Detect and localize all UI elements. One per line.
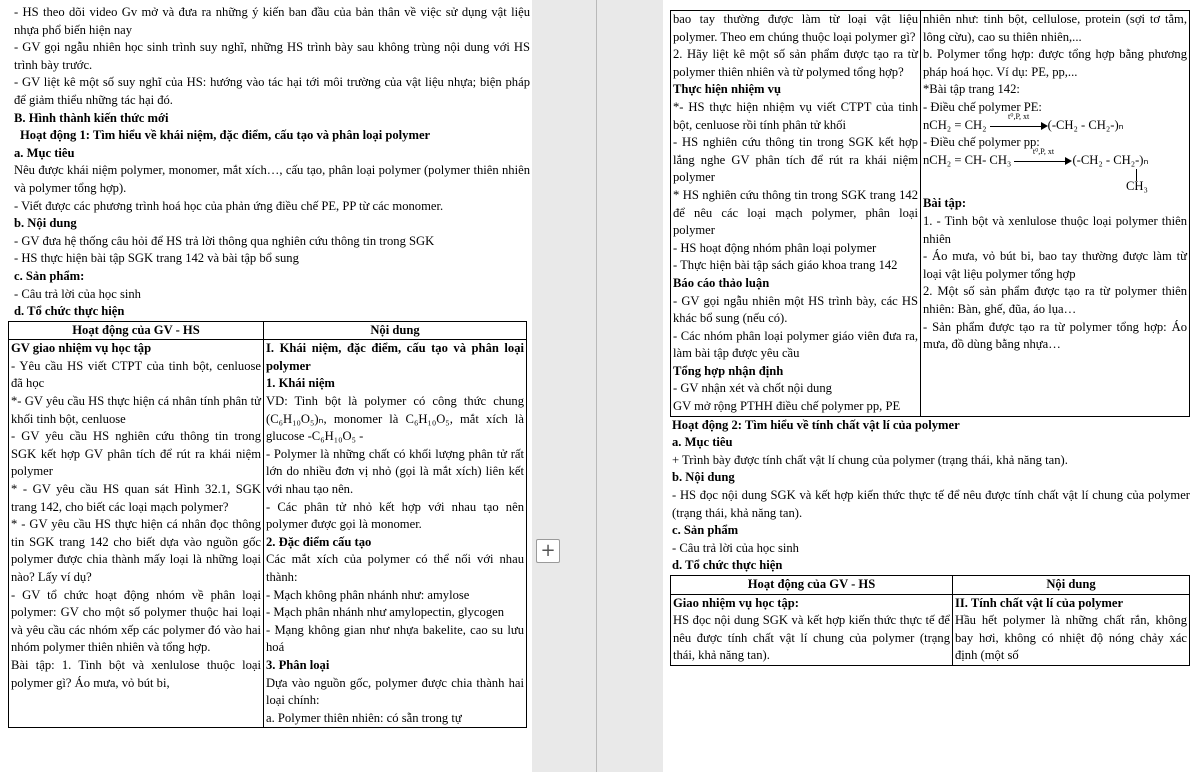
summary-line: GV mở rộng PTHH điều chế polymer pp, PE (673, 399, 901, 414)
table-header-activity: Hoạt động của GV - HS (9, 321, 264, 340)
summary-lines (673, 380, 918, 415)
objective-line: Nêu được khái niệm polymer, monomer, mắt xích…, cấu tạo, phân loại polymer (polymer thiên nhiên và polymer tổng hợp). (14, 163, 530, 195)
objective-line-2: + Trình bày được tính chất vật lí chung của polymer (trạng thái, khả năng tan). (672, 452, 1068, 467)
classification-continued (923, 11, 1187, 117)
classification-lines (266, 675, 524, 728)
structure-line: Các mắt xích của polymer có thể nối với nhau thành: (266, 552, 524, 584)
question-line: 2. Hãy liệt kê một số sản phẩm được tạo ra từ polymer thiên nhiên và từ polymed tổng hợp? (673, 47, 918, 79)
classification-line: *Bài tập trang 142: (923, 82, 1020, 97)
activity2-cell (671, 594, 953, 665)
classification-line: a. Polymer thiên nhiên: có sẵn trong tự (266, 710, 462, 725)
classification-line: nhiên như: tinh bột, cellulose, protein (sợi tơ tằm, lông cừu), cao su thiên nhiên,... (923, 12, 1187, 44)
objective-heading: a. Mục tiêu (14, 145, 75, 160)
table-header-content: Nội dung (264, 321, 527, 340)
classification-line: - Điều chế polymer PE: (923, 99, 1042, 114)
pp-branch (923, 169, 1187, 195)
question-line: bao tay thường được làm từ loại vật liệu polymer. Theo em chúng thuộc loại polymer gì? (673, 12, 918, 44)
intro-paragraph: - HS theo dõi video Gv mở và đưa ra những ý kiến ban đầu của bản thân về việc sử dụng vật liệu nhựa phổ biến hiện nay (14, 5, 530, 37)
report-lines (673, 293, 918, 363)
activity-2-table (670, 575, 1190, 666)
concept-subtitle: 1. Khái niệm (266, 376, 335, 391)
activity-1-table (8, 321, 527, 729)
content-heading: b. Nội dung (14, 216, 77, 231)
task2-title: Giao nhiệm vụ học tập: (673, 595, 799, 610)
activity-lines (11, 358, 261, 692)
organization-heading: d. Tổ chức thực hiện (14, 304, 125, 319)
task-assign-title: GV giao nhiệm vụ học tập (11, 341, 152, 356)
table2-header-content: Nội dung (953, 576, 1190, 595)
concept-line: - Các phân tử nhỏ kết hợp với nhau tạo nên polymer được gọi là monomer. (266, 499, 524, 532)
content-line: - GV đưa hệ thống câu hỏi để HS trả lời thông qua nghiên cứu thông tin trong SGK (14, 233, 435, 248)
answer-line: 1. - Tinh bột và xenlulose thuộc loại polymer thiên nhiên (923, 213, 1187, 246)
perform-line: *- HS thực hiện nhiệm vụ viết CTPT của tinh bột, cenluose rồi tính phân tử khối (673, 99, 918, 132)
perform-task-title: Thực hiện nhiệm vụ (673, 82, 781, 97)
activity-line: Bài tập: 1. Tinh bột và xenlulose thuộc loại polymer gì? Áo mưa, vỏ bút bi, (11, 657, 261, 690)
exercise-questions (673, 11, 918, 81)
reaction-arrow: t⁰,P, xt (1014, 156, 1072, 166)
product-heading-2: c. Sản phẩm (672, 523, 739, 538)
activity-1-title: Hoạt động 1: Tìm hiểu về khái niệm, đặc điểm, cấu tạo và phân loại polymer (20, 128, 431, 143)
content-cell (264, 340, 527, 728)
left-document-page (0, 0, 532, 772)
pp-label: - Điều chế polymer pp: (923, 135, 1040, 150)
activity-line: - GV tổ chức hoạt động nhóm về phân loại polymer: GV cho một số polymer thuộc hai loại và yêu cầu các nhóm xếp các polymer đó vào hai nhóm polymer thiên nhiên và tổng hợp. (11, 587, 261, 655)
activity-cell (9, 340, 264, 728)
table2-header-activity: Hoạt động của GV - HS (671, 576, 953, 595)
summary-title: Tổng hợp nhận định (673, 363, 784, 378)
content-line-2: - HS đọc nội dung SGK và kết hợp kiến thức thực tế để nêu được tính chất vật lí chung của polymer (trạng thái, khả năng tan). (672, 488, 1190, 520)
report-title: Báo cáo thảo luận (673, 275, 770, 290)
intro-paragraph: - GV gọi ngẫu nhiên học sinh trình suy nghĩ, những HS trình bày sau không trùng nội dung với HS trình bày trước. (14, 40, 530, 72)
right-document-page (663, 0, 1192, 772)
report-line: - GV gọi ngẫu nhiên một HS trình bày, các HS khác bổ sung (nếu có). (673, 293, 918, 326)
activity-line: *- GV yêu cầu HS thực hiện cá nhân tính phân tử khối tinh bột, cenluose (11, 394, 261, 426)
product-lines-2 (663, 540, 1192, 558)
intro-paragraph: - GV liệt kê một số suy nghĩ của HS: hướng vào tác hại tới môi trường của vật liệu nhựa; biện pháp để giảm thiểu những tác hại đó. (14, 75, 530, 107)
page-gap-divider (596, 0, 597, 772)
concept-line: - Polymer là những chất có khối lượng phân tử rất lớn do nhiều đơn vị nhỏ (gọi là mắt xích) liên kết với nhau tạo nên. (266, 446, 524, 497)
concept-section-title: I. Khái niệm, đặc điểm, cấu tạo và phân loại polymer (266, 341, 524, 373)
content-cell-continued (921, 11, 1190, 417)
objective-heading-2: a. Mục tiêu (672, 435, 733, 450)
activity-1-table-continued (670, 10, 1190, 417)
structure-lines (266, 551, 524, 657)
answer-line: - Áo mưa, vỏ bút bi, bao tay thường được làm từ loại vật liệu polymer tổng hợp (923, 249, 1187, 281)
structure-line: - Mạch phân nhánh như amylopectin, glycogen (266, 605, 504, 620)
content-lines (0, 233, 532, 268)
exercise-answers-title: Bài tập: (923, 196, 967, 211)
intro-paragraphs (0, 4, 532, 110)
reaction-arrow: t⁰,P, xt (990, 121, 1048, 131)
activity-line: - GV yêu cầu HS nghiên cứu thông tin trong SGK kết hợp GV phân tích để rút ra khái niệm polymer (11, 429, 261, 479)
methyl-group: CH₃ (1126, 179, 1148, 194)
product-heading: c. Sản phẩm: (14, 268, 85, 283)
classification-line: Dựa vào nguồn gốc, polymer được chia thành hai loại chính: (266, 675, 524, 708)
content-heading-2: b. Nội dung (672, 470, 735, 485)
objective-lines (0, 162, 532, 215)
structure-subtitle: 2. Đặc điểm cấu tạo (266, 534, 372, 549)
pe-equation: nCH₂ = CH₂ t⁰,P, xt (-CH₂ - CH₂-)ₙ (923, 111, 1124, 132)
physical-properties-title: II. Tính chất vật lí của polymer (955, 595, 1124, 610)
exercise-answers (923, 213, 1187, 354)
objective-line: - Viết được các phương trình hoá học của phản ứng điều chế PE, PP từ các monomer. (14, 198, 444, 213)
activity-line: * - GV yêu cầu HS thực hiện cá nhân đọc thông tin SGK trang 142 cho biết dựa vào nguồn gốc polymer được chia thành mấy loại là những loại nào? Lấy ví dụ? (11, 517, 261, 584)
concept-lines (266, 446, 524, 534)
answer-line: 2. Một số sản phẩm được tạo ra từ polymer thiên nhiên: Bàn, ghế, đũa, áo lụa… (923, 284, 1187, 316)
perform-task-lines (673, 99, 918, 275)
task2-line: HS đọc nội dung SGK và kết hợp kiến thức thực tế để nêu được tính chất vật lí chung của polymer (trạng thái, khả năng tan). (673, 613, 950, 663)
content-line: - HS thực hiện bài tập SGK trang 142 và bài tập bổ sung (14, 251, 299, 266)
structure-line: - Mạng không gian như nhựa bakelite, cao su lưu hoá (266, 622, 524, 655)
activity-2-title: Hoạt động 2: Tìm hiểu về tính chất vật lí của polymer (672, 417, 960, 432)
physical-properties-line: Hầu hết polymer là những chất rắn, không bay hơi, không có nhiệt độ nóng chảy xác định (một số (955, 613, 1187, 663)
objective-lines-2 (663, 452, 1192, 470)
perform-line: - HS hoạt động nhóm phân loại polymer (673, 240, 877, 255)
structure-line: - Mạch không phân nhánh như: amylose (266, 587, 470, 602)
activity-cell-continued (671, 11, 921, 417)
organization-heading-2: d. Tổ chức thực hiện (672, 558, 783, 573)
starch-example: VD: Tinh bột là polymer có công thức chung (C₆H₁₀O₅)ₙ, monomer là C₆H₁₀O₅, mắt xích là glucose -C₆H₁₀O₅ - (266, 394, 524, 444)
content-lines-2 (663, 487, 1192, 522)
product-lines (0, 286, 532, 304)
activity-line: * - GV yêu cầu HS quan sát Hình 32.1, SGK trang 142, cho biết các loại mạch polymer? (11, 482, 261, 514)
product-line: - Câu trả lời của học sinh (14, 286, 141, 301)
section-b-heading: B. Hình thành kiến thức mới (14, 110, 169, 125)
content2-cell (953, 594, 1190, 665)
report-line: - Các nhóm phân loại polymer giáo viên đưa ra, làm bài tập được yêu cầu (673, 328, 918, 361)
perform-line: - Thực hiện bài tập sách giáo khoa trang 142 (673, 258, 898, 273)
add-page-button[interactable]: + (536, 539, 560, 563)
summary-line: - GV nhận xét và chốt nội dung (673, 381, 832, 396)
perform-line: - HS nghiên cứu thông tin trong SGK kết hợp lắng nghe GV phân tích để rút ra khái niệm polymer (673, 135, 918, 185)
product-line-2: - Câu trả lời của học sinh (672, 540, 799, 555)
answer-line: - Sản phẩm được tạo ra từ polymer tổng hợp: Áo mưa, đồ dùng bằng nhựa… (923, 319, 1187, 352)
perform-line: * HS nghiên cứu thông tin trong SGK trang 142 để nêu các loại mạch polymer, phân loại polymer (673, 187, 918, 238)
classification-line: b. Polymer tổng hợp: được tổng hợp bằng phương pháp hoá học. Ví dụ: PE, pp,... (923, 47, 1187, 79)
pp-equation: nCH₂ = CH- CH₃ t⁰,P, xt (-CH₂ - CH₂-)ₙ (923, 146, 1149, 167)
classification-subtitle: 3. Phân loại (266, 657, 330, 672)
activity-line: - Yêu cầu HS viết CTPT của tinh bột, cenluose đã học (11, 358, 261, 391)
